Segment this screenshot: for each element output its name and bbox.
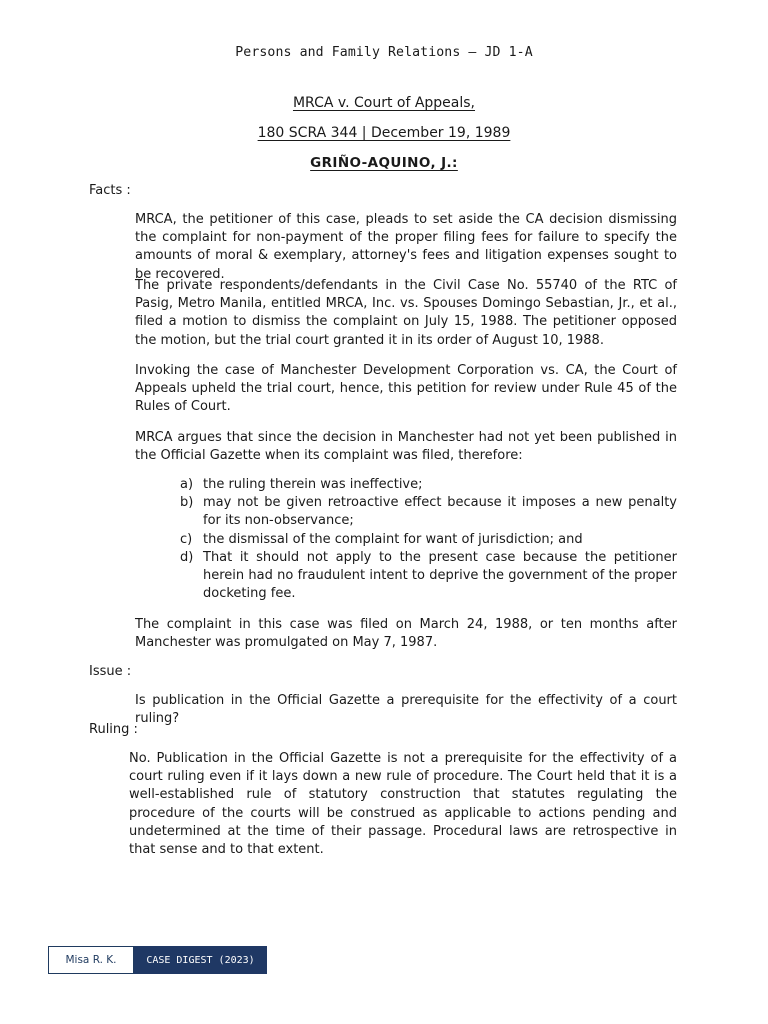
ponente: GRIÑO-AQUINO, J.: — [310, 155, 458, 171]
facts-paragraph-2: The private respondents/defendants in the Civil Case No. 55740 of the RTC of Pasig, Metro Manila, entitled MRCA, Inc. vs. Spouses Domingo Sebastian, Jr., et al., filed a motion to dismiss the complaint on July 15, 1988. The petitioner opposed the motion, but the trial court granted it in its order of August 10, 1988. — [135, 278, 677, 348]
footer — [48, 946, 267, 974]
list-item — [180, 549, 677, 604]
footer-tag: CASE DIGEST (2023) — [134, 946, 267, 974]
list-item-text: That it should not apply to the present case because the petitioner herein had no fraudulent intent to deprive the government of the proper docketing fee. — [203, 549, 677, 602]
facts-paragraph-4: MRCA argues that since the decision in Manchester had not yet been published in the Official Gazette when its complaint was filed, therefore: — [135, 430, 677, 464]
facts-paragraph-3: Invoking the case of Manchester Development Corporation vs. CA, the Court of Appeals upheld the trial court, hence, this petition for review under Rule 45 of the Rules of Court. — [135, 363, 677, 415]
list-item-text: the dismissal of the complaint for want of jurisdiction; and — [203, 531, 583, 547]
facts-closing: The complaint in this case was filed on March 24, 1988, or ten months after Manchester was promulgated on May 7, 1987. — [135, 617, 677, 651]
facts-label: Facts : — [89, 183, 131, 198]
list-item — [180, 531, 677, 549]
issue-label: Issue : — [89, 664, 132, 679]
list-marker: a) — [180, 477, 194, 492]
list-marker: b) — [180, 495, 194, 511]
footer-author: Misa R. K. — [48, 946, 134, 974]
facts-paragraph-1: MRCA, the petitioner of this case, pleads to set aside the CA decision dismissing the complaint for non-payment of the proper filing fees for failure to specify the amounts of moral & exemplary, attorney's fees and litigation expenses sought to be recovered. — [135, 212, 677, 282]
case-name: MRCA v. Court of Appeals, — [292, 95, 476, 111]
list-item — [180, 494, 677, 530]
list-marker: d) — [180, 549, 194, 565]
list-marker: c) — [180, 531, 193, 547]
list-item-text: may not be given retroactive effect because it imposes a new penalty for its non-observance; — [203, 495, 677, 529]
ruling-label: Ruling : — [89, 722, 138, 737]
arguments-list — [180, 476, 677, 603]
course-header: Persons and Family Relations – JD 1-A — [235, 45, 533, 60]
list-item-text: the ruling therein was ineffective; — [203, 477, 423, 492]
case-citation: 180 SCRA 344 | December 19, 1989 — [257, 125, 511, 141]
issue-text: Is publication in the Official Gazette a prerequisite for the effectivity of a court ruling? — [135, 693, 677, 727]
list-item — [180, 476, 677, 494]
ruling-text: No. Publication in the Official Gazette is not a prerequisite for the effectivity of a court ruling even if it lays down a new rule of procedure. The Court held that it is a well-established rule of statutory construction that statutes regulating the procedure of the courts will be construed as applicable to actions pending and undetermined at the time of their passage. Procedural laws are retrospective in that sense and to that extent. — [129, 751, 677, 858]
